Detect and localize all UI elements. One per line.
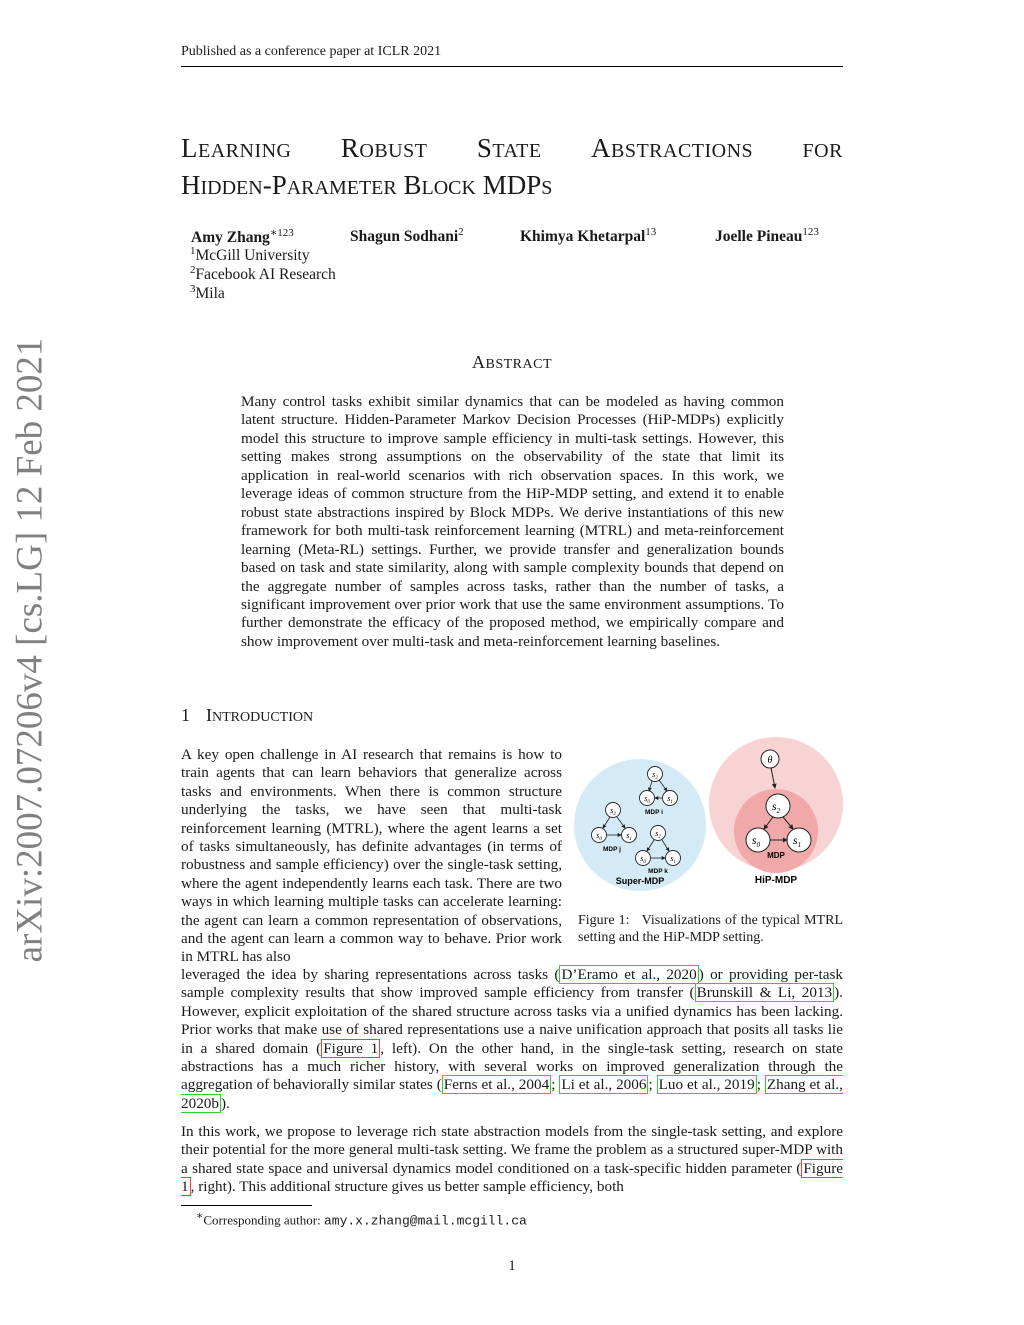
footnote-rule: [181, 1205, 312, 1206]
author: Khimya Khetarpal$^{13}$: [520, 226, 657, 246]
section-heading: 1 INTRODUCTION: [181, 705, 314, 725]
state-label: $s_2$: [771, 799, 781, 815]
title-word: ROBUST: [340, 133, 428, 163]
mdp-label: MDP: [767, 851, 785, 860]
super-mdp-label: Super-MDP: [615, 876, 665, 886]
citation-link[interactable]: Ferns et al., 2004: [443, 1076, 550, 1094]
arxiv-id: arXiv:2007.07206v4 [cs.LG] 12 Feb 2021: [9, 337, 51, 962]
abstract-text: Many control tasks exhibit similar dynamics that can be modeled as having common latent structure. Hidden-Parameter Markov Decision Processes (HiP-MDPs) explicitly model this structure to improve sample efficiency in multi-task settings. However, this setting makes strong assumptions on the observability of the state that limit its application in real-world scenarios with rich observation spaces. In this work, we leverage ideas of common structure from the HiP-MDP setting, and extend it to enable robust state abstractions inspired by Block MDPs. We derive instantiations of this new framework for both multi-task reinforcement learning (MTRL) and meta-reinforcement learning (Meta-RL) settings. Further, we provide transfer and generalization bounds based on task and state similarity, along with sample complexity bounds that depend on the aggregate number of samples across tasks, rather than the number of tasks, a significant improvement over prior work that use the same environment assumptions. To further demonstrate the efficacy of the proposed method, we empirically compare and show improvement over multi-task and meta-reinforcement learning baselines.: [241, 393, 784, 650]
affiliation: $^1$McGill University: [190, 245, 310, 265]
citation-link[interactable]: Li et al., 2006: [561, 1076, 647, 1094]
state-label: $s_2$: [655, 829, 661, 840]
affiliation: $^2$Facebook AI Research: [190, 264, 336, 284]
state-label: $s_1$: [792, 833, 802, 849]
intro-paragraph-wrapped: A key open challenge in AI research that remains is how to train agents that can learn behaviors that generalize across tasks and environments. When there is common structure underlying the tasks, we have seen that multi-task reinforcement learning (MTRL), where the agent learns a set of tasks simultaneously, has definite advantages (in terms of robustness and sample efficiency) over the single-task setting, where the agent independently learns each task. There are two ways in which learning multiple tasks can accelerate learning: the agent can learn a common representation of observations, and the agent can learn a common way to behave. Prior work in MTRL has also: [181, 746, 562, 966]
intro-paragraph-continued: leveraged the idea by sharing representations across tasks ( D’Eramo et al., 2020 ) or providing per-task sample complexity results that show improved sample efficiency from transfer ( Brunskill & Li, 2013 ). However, explicit exploitation of the shared structure across tasks via a unified dynamics has been lacking. Prior works that make use of shared representations use a naive unification approach that posits all tasks lie in a shared domain ( Figure 1 , left). On the other hand, in the single-task setting, research on state abstractions has a much richer history, with several works on improved generalization through the aggregation of behaviorally similar states ( Ferns et al., 2004 ; Li et al., 2006 ; Luo et al., 2019 ; Zhang et al., 2020b ).: [181, 966, 843, 1112]
email-link[interactable]: amy.x.zhang@mail.mcgill.ca: [323, 1213, 527, 1229]
state-label: $s_1$: [670, 854, 676, 865]
state-label: $s_0$: [644, 794, 650, 805]
title-word: ABSTRACTIONS: [590, 133, 754, 163]
state-label: $s_2$: [652, 770, 658, 781]
author: Shagun Sodhani$^2$: [350, 226, 464, 246]
title-word: STATE: [476, 133, 542, 163]
state-label: $s_2$: [610, 806, 616, 817]
figure-link[interactable]: Figure 1: [181, 1159, 843, 1196]
citation-link[interactable]: Luo et al., 2019: [658, 1076, 755, 1094]
citation-link[interactable]: Brunskill & Li, 2013: [696, 984, 833, 1002]
theta-label: θ: [767, 755, 773, 766]
state-label: $s_0$: [640, 854, 646, 865]
state-label: $s_0$: [751, 833, 761, 849]
arxiv-stamp: [0, 337, 60, 962]
affiliation: $^3$Mila: [190, 283, 225, 303]
mdp-j-label: MDP j: [603, 846, 621, 853]
state-label: $s_1$: [667, 794, 673, 805]
title-word: LEARNING: [181, 133, 292, 163]
mdp-k-label: MDP k: [648, 868, 668, 875]
title-word: FOR: [802, 140, 843, 162]
page-number: 1: [508, 1258, 516, 1274]
state-label: $s_1$: [626, 831, 632, 842]
paper-title: [181, 131, 843, 205]
citation-link[interactable]: D’Eramo et al., 2020: [561, 966, 697, 983]
abstract-heading: ABSTRACT: [471, 352, 552, 372]
footnote: ∗Corresponding author: amy.x.zhang@mail.mcgill.ca: [196, 1210, 527, 1229]
state-label: $s_0$: [596, 831, 602, 842]
super-mdp-background: [574, 759, 706, 891]
author: Amy Zhang$^{∗123}$: [191, 227, 294, 247]
hip-mdp-label: HiP-MDP: [754, 875, 798, 886]
running-header: Published as a conference paper at ICLR 2021: [181, 44, 442, 59]
figure-1-diagram: [574, 734, 848, 898]
figure-link[interactable]: Figure 1: [323, 1039, 379, 1057]
author: Joelle Pineau$^{123}$: [715, 226, 819, 246]
title-line-2: HIDDEN-PARAMETER BLOCK MDPS: [181, 170, 553, 200]
mdp-i-label: MDP i: [645, 809, 663, 816]
figure-1-caption: Figure 1: Visualizations of the typical MTRL setting and the HiP-MDP setting.: [578, 913, 843, 945]
citation-link[interactable]: Zhang et al., 2020b: [181, 1076, 843, 1112]
header-rule: [181, 66, 843, 67]
title-line-1: [181, 131, 843, 168]
intro-paragraph-2: In this work, we propose to leverage rich state abstraction models from the single-task setting, and explore their potential for the more general multi-task setting. We frame the problem as a structured super-MDP with a shared state space and universal dynamics model conditioned on a task-specific hidden parameter ( Figure 1 , right). This additional structure gives us better sample efficiency, both: [181, 1123, 843, 1196]
